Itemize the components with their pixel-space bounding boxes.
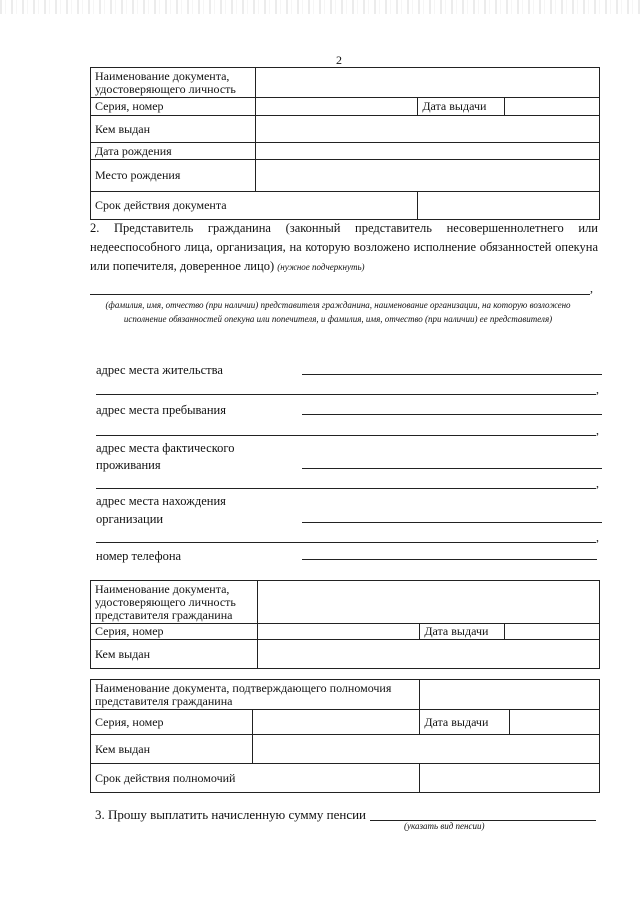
- section-3-text: 3. Прошу выплатить начисленную сумму пенсии: [95, 807, 367, 822]
- comma-mark: ,: [596, 476, 599, 490]
- representative-name-line[interactable]: [90, 294, 590, 295]
- rep-series-label: Серия, номер: [91, 624, 258, 640]
- validity-label: Срок действия документа: [91, 192, 418, 220]
- section-2-paragraph: [90, 219, 598, 277]
- stay-label: адрес места пребывания: [96, 403, 226, 417]
- rep-series-field[interactable]: [257, 624, 420, 640]
- birth-date-field[interactable]: [255, 143, 599, 160]
- auth-issued-by-label: Кем выдан: [91, 735, 253, 764]
- org-address-line-1[interactable]: [302, 522, 602, 523]
- rep-issued-by-field[interactable]: [257, 640, 599, 669]
- rep-issue-date-field[interactable]: [505, 624, 600, 640]
- issued-by-label: Кем выдан: [91, 116, 256, 143]
- pension-type-hint: (указать вид пенсии): [404, 821, 485, 831]
- page-number: 2: [336, 53, 342, 67]
- actual-address-label-1: адрес места фактического: [96, 441, 235, 455]
- doc-name-label: Наименование документа, удостоверяющего личность: [91, 68, 256, 98]
- auth-validity-label: Срок действия полномочий: [91, 764, 420, 793]
- auth-doc-name-label: Наименование документа, подтверждающего полномочия представителя гражданина: [91, 680, 420, 710]
- residence-line-1[interactable]: [302, 374, 602, 375]
- auth-series-field[interactable]: [252, 710, 420, 735]
- residence-label: адрес места жительства: [96, 363, 223, 377]
- phone-line[interactable]: [302, 559, 597, 560]
- representative-identity-table: [90, 580, 600, 669]
- stay-line-1[interactable]: [302, 414, 602, 415]
- auth-series-label: Серия, номер: [91, 710, 253, 735]
- stay-line-2[interactable]: [96, 435, 596, 436]
- actual-address-line-1[interactable]: [302, 468, 602, 469]
- birth-date-label: Дата рождения: [91, 143, 256, 160]
- issue-date-label: Дата выдачи: [418, 98, 505, 116]
- comma-mark: ,: [596, 530, 599, 544]
- issued-by-field[interactable]: [255, 116, 599, 143]
- rep-issued-by-label: Кем выдан: [91, 640, 258, 669]
- series-label: Серия, номер: [91, 98, 256, 116]
- org-address-label-1: адрес места нахождения: [96, 494, 226, 508]
- phone-label: номер телефона: [96, 549, 182, 563]
- auth-issue-date-field[interactable]: [510, 710, 600, 735]
- org-address-label-2: организации: [96, 512, 164, 526]
- doc-name-field[interactable]: [255, 68, 599, 98]
- org-address-line-2[interactable]: [96, 542, 596, 543]
- section-2-text: 2. Представитель гражданина (законный представитель несовершеннолетнего или недееспособного лица, организация, на которую возложено исполнение обязанностей опекуна или попечителя, доверенное лицо): [90, 221, 598, 273]
- representative-name-caption: (фамилия, имя, отчество (при наличии) представителя гражданина, наименование организации, на которую возложено исполнение обязанностей опекуна или попечителя, и фамилия, имя, отчество (при наличии) ее представителя): [105, 300, 571, 324]
- auth-doc-name-field[interactable]: [420, 680, 600, 710]
- rep-doc-name-field[interactable]: [257, 581, 599, 624]
- birth-place-field[interactable]: [255, 160, 599, 192]
- identity-document-table: [90, 67, 600, 220]
- auth-issue-date-label: Дата выдачи: [420, 710, 510, 735]
- residence-line-2[interactable]: [96, 394, 596, 395]
- rep-doc-name-label: Наименование документа, удостоверяющего личность представителя гражданина: [91, 581, 258, 624]
- section-2-hint: (нужное подчеркнуть): [277, 262, 365, 272]
- validity-field[interactable]: [418, 192, 600, 220]
- comma-mark: ,: [596, 423, 599, 437]
- comma-mark: ,: [590, 281, 593, 295]
- birth-place-label: Место рождения: [91, 160, 256, 192]
- actual-address-line-2[interactable]: [96, 488, 596, 489]
- actual-address-label-2: проживания: [96, 458, 161, 472]
- auth-issued-by-field[interactable]: [252, 735, 599, 764]
- comma-mark: ,: [596, 382, 599, 396]
- series-field[interactable]: [255, 98, 418, 116]
- authority-document-table: [90, 679, 600, 793]
- scan-noise-strip: [0, 0, 640, 14]
- auth-validity-field[interactable]: [420, 764, 600, 793]
- rep-issue-date-label: Дата выдачи: [420, 624, 505, 640]
- issue-date-field[interactable]: [505, 98, 600, 116]
